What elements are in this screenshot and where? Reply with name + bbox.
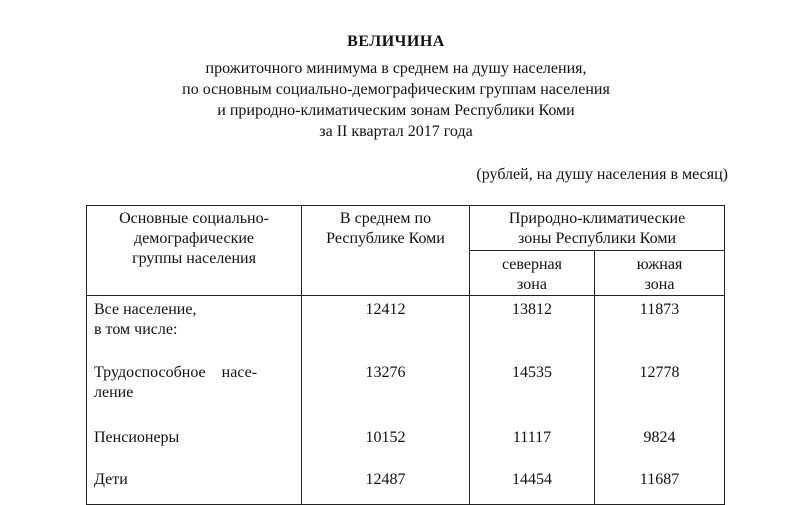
value-pensioners-average: 10152 [365, 429, 406, 447]
value-children-south: 11687 [639, 471, 680, 489]
header-groups-line-3: группы населения [132, 250, 256, 267]
document-title: ВЕЛИЧИНА [347, 33, 445, 50]
table-body [87, 296, 725, 505]
value-pensioners-north: 11117 [512, 429, 552, 447]
header-zones-line-1: Природно-климатические [508, 210, 686, 227]
row-label-all-2: в том числе: [94, 321, 178, 339]
header-average-line-1: В среднем по [339, 210, 432, 227]
header-groups-line-2: демографические [133, 230, 255, 247]
subtitle-line-3: и природно-климатическим зонам Республики Коми [217, 102, 575, 119]
value-working-south: 12778 [639, 364, 680, 382]
header-zones-line-2: зоны Республики Коми [517, 230, 677, 247]
groups-column [87, 296, 302, 505]
value-all-north: 13812 [512, 301, 552, 319]
subtitle-line-1: прожиточного минимума в среднем на душу населения, [205, 60, 587, 77]
header-north-line-2: зона [517, 275, 547, 293]
header-row-1 [87, 206, 725, 251]
subtitle-line-4: за II квартал 2017 года [319, 123, 473, 140]
header-north [470, 250, 595, 296]
value-pensioners-south: 9824 [643, 429, 676, 447]
header-south-line-2: зона [644, 275, 675, 293]
header-groups-line-1: Основные социально- [119, 210, 269, 227]
row-label-pensioners: Пенсионеры [94, 429, 180, 447]
subsistence-minimum-table [86, 205, 725, 505]
value-working-north: 14535 [512, 364, 552, 382]
south-column [595, 296, 725, 505]
value-all-south: 11873 [639, 301, 680, 319]
subtitle-line-2: по основным социально-демографическим группам населения [182, 81, 610, 98]
header-south [595, 250, 725, 296]
header-groups [87, 206, 302, 296]
row-label-working-2: ление [94, 384, 134, 402]
north-column [470, 296, 595, 505]
header-zones [470, 206, 725, 251]
value-working-average: 13276 [365, 364, 406, 382]
header-average [302, 206, 470, 296]
row-label-working-1: Трудоспособное насе- [94, 364, 258, 382]
average-column [302, 296, 470, 505]
row-label-children: Дети [94, 471, 128, 489]
header-average-line-2: Республике Коми [326, 230, 445, 247]
units-note: (рублей, на душу населения в месяц) [476, 166, 728, 183]
value-children-north: 14454 [512, 471, 552, 489]
value-children-average: 12487 [365, 471, 406, 489]
row-label-all-1: Все население, [94, 301, 197, 319]
header-south-line-1: южная [636, 255, 683, 273]
header-north-line-1: северная [502, 255, 562, 273]
value-all-average: 12412 [365, 301, 406, 319]
